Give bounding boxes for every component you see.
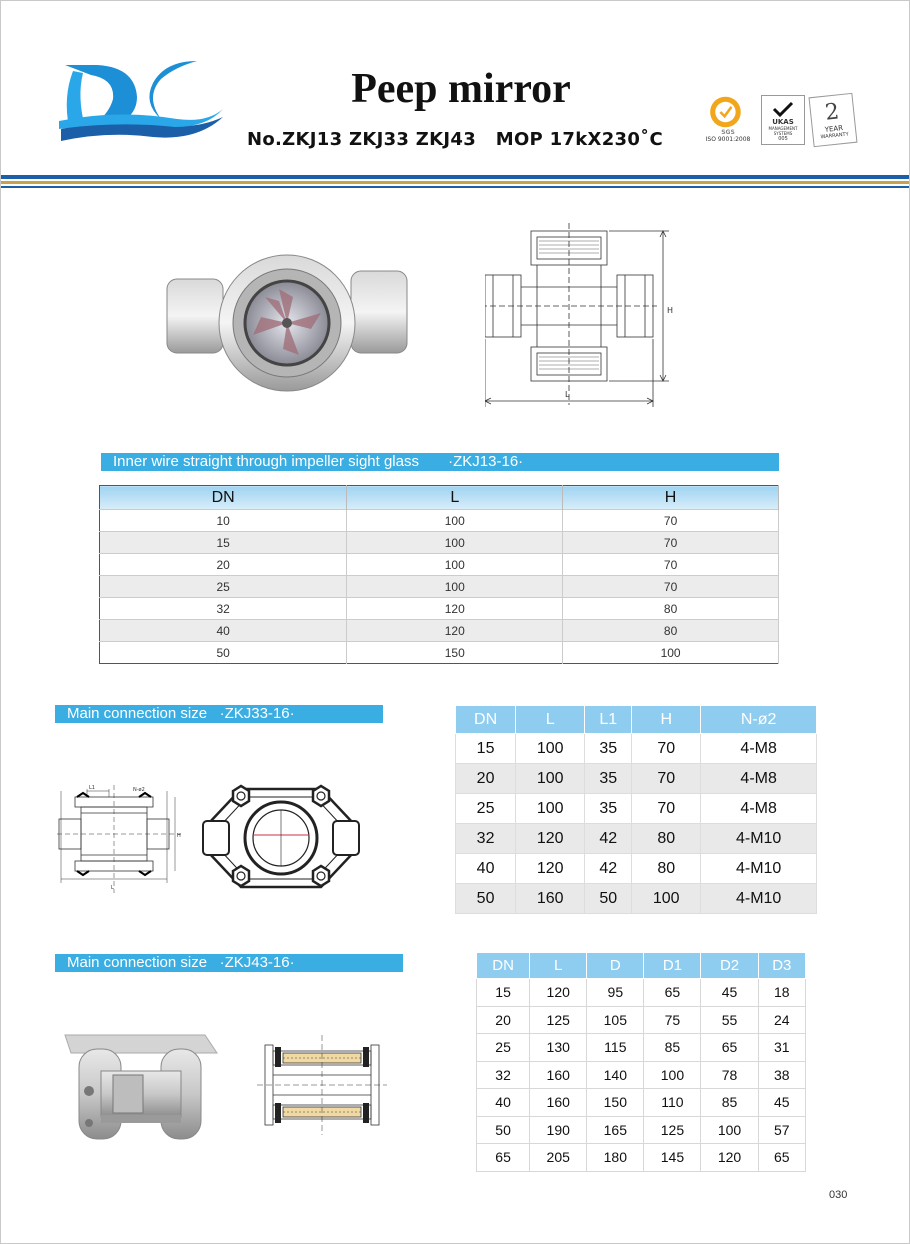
table-row (477, 979, 806, 1007)
table-cell: 25 (477, 1034, 530, 1062)
table-cell: 42 (585, 824, 632, 854)
table-cell: 65 (701, 1034, 758, 1062)
header-divider-gold (1, 181, 910, 184)
table-cell: 70 (563, 510, 779, 532)
table-cell: 78 (701, 1061, 758, 1089)
table-cell: 50 (585, 884, 632, 914)
table-cell: 70 (632, 794, 701, 824)
table-row (456, 794, 817, 824)
dimension-l1-label: L1 (89, 785, 95, 791)
zkj43-dimension-table (476, 952, 806, 1172)
table-row (477, 1089, 806, 1117)
table-cell: 65 (477, 1144, 530, 1172)
table-cell: 120 (347, 598, 563, 620)
sgs-iso-9001-badge: SGS ISO 9001:2008 (701, 95, 755, 145)
table-cell: 120 (516, 854, 585, 884)
table-row (100, 576, 779, 598)
header-divider-blue-thin (1, 186, 910, 188)
table-row (456, 824, 817, 854)
dimension-h-label: H (177, 833, 181, 839)
page-number: 030 (829, 1189, 848, 1201)
table-cell: 80 (632, 824, 701, 854)
table-cell: 85 (644, 1034, 701, 1062)
column-header: DN (100, 486, 347, 510)
dimension-l-label: L (565, 390, 570, 399)
table-cell: 110 (644, 1089, 701, 1117)
table-cell: 4-M8 (701, 734, 817, 764)
zkj43-flange-photo (55, 1031, 225, 1141)
zkj43-drawing (257, 1035, 387, 1135)
column-header: L (347, 486, 563, 510)
table-cell: 120 (530, 979, 587, 1007)
table-cell: 4-M10 (701, 824, 817, 854)
table-cell: 50 (477, 1116, 530, 1144)
column-header: D (587, 953, 644, 979)
table-cell: 100 (516, 734, 585, 764)
table-cell: 32 (100, 598, 347, 620)
table-cell: 18 (758, 979, 805, 1007)
table-row (100, 642, 779, 664)
table-cell: 160 (516, 884, 585, 914)
table-cell: 31 (758, 1034, 805, 1062)
table-cell: 80 (563, 598, 779, 620)
table-row (100, 598, 779, 620)
table-cell: 70 (563, 532, 779, 554)
column-header: D3 (758, 953, 805, 979)
table-cell: 150 (347, 642, 563, 664)
table-cell: 100 (644, 1061, 701, 1089)
zkj33-dimension-table (455, 705, 817, 914)
column-header: D2 (701, 953, 758, 979)
table-cell: 40 (456, 854, 516, 884)
column-header: H (563, 486, 779, 510)
table-cell: 105 (587, 1006, 644, 1034)
table-cell: 75 (644, 1006, 701, 1034)
table-row (456, 884, 817, 914)
table-row (477, 1144, 806, 1172)
table-cell: 100 (347, 576, 563, 598)
column-header: L (516, 706, 585, 734)
dimension-n-label: N-ø2 (133, 787, 145, 793)
table-cell: 4-M8 (701, 794, 817, 824)
table-row (477, 1061, 806, 1089)
table-cell: 20 (100, 554, 347, 576)
table-cell: 100 (347, 554, 563, 576)
table-cell: 125 (530, 1006, 587, 1034)
sight-glass-drawing (485, 219, 685, 419)
table-cell: 160 (530, 1089, 587, 1117)
table-row (477, 1006, 806, 1034)
table-cell: 55 (701, 1006, 758, 1034)
table-header-row (477, 953, 806, 979)
table-row (477, 1034, 806, 1062)
sight-glass-photo (161, 251, 411, 401)
zkj33-side-drawing (57, 783, 187, 903)
table-cell: 100 (347, 510, 563, 532)
table-cell: 32 (456, 824, 516, 854)
table-cell: 25 (456, 794, 516, 824)
table-cell: 24 (758, 1006, 805, 1034)
certification-badges (701, 95, 855, 145)
table-cell: 32 (477, 1061, 530, 1089)
table-cell: 35 (585, 794, 632, 824)
column-header: N-ø2 (701, 706, 817, 734)
table-header-row (456, 706, 817, 734)
table-cell: 35 (585, 734, 632, 764)
table-cell: 70 (632, 734, 701, 764)
column-header: L (530, 953, 587, 979)
table-cell: 120 (516, 824, 585, 854)
table-cell: 70 (563, 554, 779, 576)
table-row (100, 532, 779, 554)
table-cell: 150 (587, 1089, 644, 1117)
table-row (100, 510, 779, 532)
table-cell: 80 (563, 620, 779, 642)
table-cell: 205 (530, 1144, 587, 1172)
table-cell: 57 (758, 1116, 805, 1144)
table-cell: 120 (701, 1144, 758, 1172)
table-cell: 35 (585, 764, 632, 794)
table-cell: 100 (516, 794, 585, 824)
section2-header-bar: Main connection size ·ZKJ33-16· (55, 705, 383, 723)
table-header-row (100, 486, 779, 510)
table-cell: 45 (758, 1089, 805, 1117)
ukas-badge: UKAS MANAGEMENT SYSTEMS 005 (761, 95, 805, 145)
table-row (456, 734, 817, 764)
table-cell: 25 (100, 576, 347, 598)
sgs-seal-icon (701, 95, 755, 129)
dimension-l-label: L (111, 885, 114, 891)
table-cell: 160 (530, 1061, 587, 1089)
table-row (100, 554, 779, 576)
column-header: L1 (585, 706, 632, 734)
table-cell: 4-M10 (701, 884, 817, 914)
table-cell: 125 (644, 1116, 701, 1144)
table-cell: 15 (456, 734, 516, 764)
table-cell: 4-M10 (701, 854, 817, 884)
table-cell: 65 (644, 979, 701, 1007)
column-header: DN (477, 953, 530, 979)
table-cell: 100 (632, 884, 701, 914)
table-cell: 42 (585, 854, 632, 884)
table-cell: 70 (563, 576, 779, 598)
table-row (477, 1116, 806, 1144)
table-cell: 85 (701, 1089, 758, 1117)
table-cell: 40 (477, 1089, 530, 1117)
dimension-h-label: H (667, 306, 674, 315)
table-cell: 45 (701, 979, 758, 1007)
table-cell: 100 (701, 1116, 758, 1144)
table-cell: 115 (587, 1034, 644, 1062)
table-cell: 70 (632, 764, 701, 794)
table-cell: 140 (587, 1061, 644, 1089)
zkj13-dimension-table (99, 485, 779, 664)
section1-header-bar: Inner wire straight through impeller sight glass ·ZKJ13-16· (101, 453, 779, 471)
page-title: Peep mirror (351, 66, 571, 112)
table-cell: 100 (563, 642, 779, 664)
table-cell: 100 (516, 764, 585, 794)
table-cell: 4-M8 (701, 764, 817, 794)
table-cell: 80 (632, 854, 701, 884)
table-cell: 190 (530, 1116, 587, 1144)
zkj33-front-drawing (201, 783, 361, 893)
table-cell: 15 (477, 979, 530, 1007)
table-cell: 50 (456, 884, 516, 914)
table-cell: 95 (587, 979, 644, 1007)
table-row (456, 764, 817, 794)
table-cell: 40 (100, 620, 347, 642)
table-cell: 130 (530, 1034, 587, 1062)
column-header: D1 (644, 953, 701, 979)
ukas-check-icon (771, 100, 795, 118)
company-logo-icon (57, 57, 225, 141)
table-cell: 50 (100, 642, 347, 664)
column-header: DN (456, 706, 516, 734)
table-row (456, 854, 817, 884)
table-cell: 15 (100, 532, 347, 554)
table-cell: 100 (347, 532, 563, 554)
warranty-badge: 2 YEAR WARRANTY (809, 93, 858, 147)
table-cell: 180 (587, 1144, 644, 1172)
table-cell: 20 (477, 1006, 530, 1034)
table-cell: 20 (456, 764, 516, 794)
model-subtitle: No.ZKJ13 ZKJ33 ZKJ43 MOP 17kX230˚C (247, 129, 663, 150)
section3-header-bar: Main connection size ·ZKJ43-16· (55, 954, 403, 972)
table-row (100, 620, 779, 642)
table-cell: 165 (587, 1116, 644, 1144)
table-cell: 38 (758, 1061, 805, 1089)
header-divider-blue (1, 175, 910, 179)
column-header: H (632, 706, 701, 734)
table-cell: 10 (100, 510, 347, 532)
table-cell: 145 (644, 1144, 701, 1172)
table-cell: 120 (347, 620, 563, 642)
table-cell: 65 (758, 1144, 805, 1172)
